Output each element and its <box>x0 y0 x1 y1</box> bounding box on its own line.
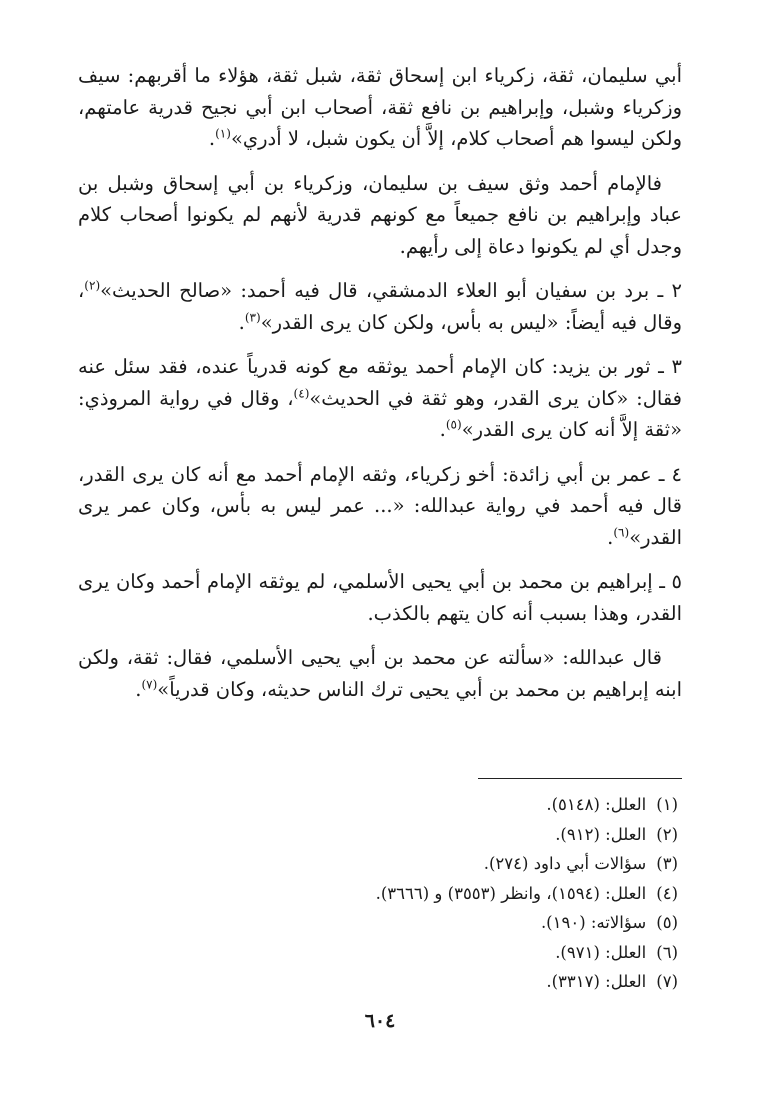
paragraph-ahmad-verdict: فالإمام أحمد وثق سيف بن سليمان، وزكرياء بن أبي إسحاق وشبل بن عباد وإبراهيم بن نافع جميعاً مع كونهم قدرية لأنهم لم يكونوا أصحاب كلام وجدل أي لم يكونوا دعاة إلى رأيهم. <box>78 171 682 258</box>
paragraph-quote-continuation: أبي سليمان، ثقة، زكرياء ابن إسحاق ثقة، شبل ثقة، هؤلاء ما أقربهم: سيف وزكرياء وشبل، وإبراهيم بن نافع ثقة، أصحاب ابن أبي نجيح قدرية عامتهم، ولكن ليسوا هم أصحاب كلام، إلاَّ أن يكون شبل، لا أدري»$^{(١)}$. <box>78 64 682 150</box>
paragraph-item-3: ٣ ـ ثور بن يزيد: كان الإمام أحمد يوثقه مع كونه قدرياً عنده، فقد سئل عنه فقال: «كان يرى القدر، وهو ثقة في الحديث»$^{(٤)}$، وقال في رواية المروذي: «ثقة إلاَّ أنه كان يرى القدر»$^{(٥)}$. <box>78 355 683 441</box>
footnote-text: سؤالات أبي داود (٢٧٤). <box>483 854 647 873</box>
footnote-number: (٢) <box>656 824 678 844</box>
paragraph-item-2: ٢ ـ برد بن سفيان أبو العلاء الدمشقي، قال فيه أحمد: «صالح الحديث»$^{(٢)}$، وقال فيه أيضاً: «ليس به بأس، ولكن كان يرى القدر»$^{(٣)}$. <box>78 278 682 334</box>
paragraph-item-4: ٤ ـ عمر بن أبي زائدة: أخو زكرياء، وثقه الإمام أحمد مع أنه كان يرى القدر، قال فيه أحمد في رواية عبدالله: «... عمر ليس به بأس، وكان عمر يرى القدر»$^{(٦)}$. <box>78 462 682 549</box>
footnote-number: (٤) <box>656 883 678 903</box>
footnote-text: سؤالاته: (١٩٠). <box>540 913 647 932</box>
page-number: ٦٠٤ <box>364 1010 396 1032</box>
footnote-item <box>78 938 678 968</box>
footnote-number: (٧) <box>656 972 678 991</box>
footnote-number: (٦) <box>656 942 678 962</box>
footnote-ref-2[interactable]: (٢) <box>84 278 101 293</box>
footnote-text: العلل: (١٥٩٤)، وانظر (٣٥٥٣) و (٣٦٦٦). <box>375 883 647 903</box>
footnote-item <box>78 967 678 997</box>
footnote-text: العلل: (٣٣١٧). <box>546 972 647 991</box>
footnote-ref-1[interactable]: (١) <box>215 126 231 141</box>
footnote-ref-3[interactable]: (٣) <box>244 310 261 324</box>
footnote-number: (١) <box>656 795 678 814</box>
footnote-text: العلل: (٥١٤٨). <box>546 795 647 814</box>
footnote-item <box>78 790 678 820</box>
footnote-text: العلل: (٩١٢). <box>555 824 647 844</box>
footnote-number: (٥) <box>656 913 678 932</box>
footnote-ref-6[interactable]: (٦) <box>613 525 630 539</box>
footnote-item <box>78 849 678 879</box>
page-body <box>78 60 682 718</box>
paragraph-item-5: ٥ ـ إبراهيم بن محمد بن أبي يحيى الأسلمي، لم يوثقه الإمام أحمد وكان يرى القدر، وهذا بسبب أنه كان يتهم بالكذب. <box>78 570 682 625</box>
footnote-separator <box>478 778 682 779</box>
footnote-number: (٣) <box>656 854 678 873</box>
footnotes-list <box>78 790 678 997</box>
footnote-ref-5[interactable]: (٥) <box>445 417 462 432</box>
footnote-text: العلل: (٩٧١). <box>555 942 647 962</box>
paragraph-abdullah-quote: قال عبدالله: «سألته عن محمد بن أبي يحيى الأسلمي، فقال: ثقة، ولكن ابنه إبراهيم بن محمد بن أبي يحيى ترك الناس حديثه، وكان قدرياً»$^{(٧)}$. <box>78 646 682 701</box>
footnote-item <box>78 820 678 850</box>
footnote-item <box>78 879 678 909</box>
footnote-ref-4[interactable]: (٤) <box>293 386 310 400</box>
footnote-item <box>78 908 678 938</box>
footnote-ref-7[interactable]: (٧) <box>141 677 158 691</box>
